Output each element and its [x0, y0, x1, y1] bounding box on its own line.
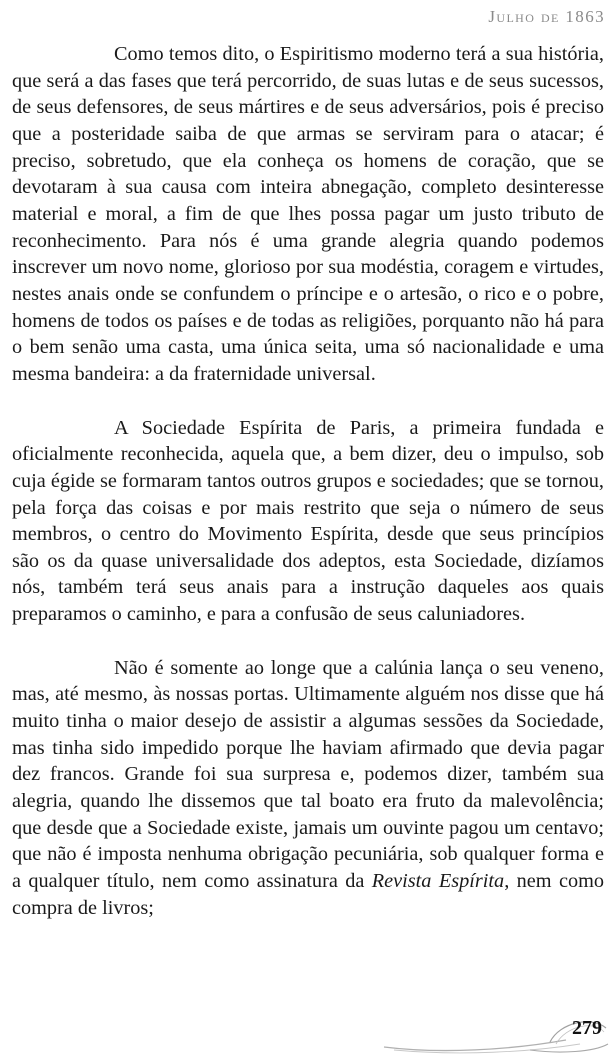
paragraph-3-tail: , nem como compra de livros;	[12, 870, 604, 919]
journal-title-italic: Revista Espírita	[371, 870, 505, 893]
running-header: Julho de 1863	[488, 7, 605, 26]
paragraph-3	[12, 655, 604, 922]
page-number: 279	[572, 1017, 602, 1039]
paragraph-1: Como temos dito, o Espiritismo moderno terá a sua história, que será a das fases que terá percorrido, de suas lutas e de seus sucessos, de seus defensores, de seus mártires e de seus adversários, pois é preciso que a posteridade saiba de que armas se serviram para o atacar; é preciso, sobretudo, que ela conheça os homens de coração, que se devotaram à sua causa com inteira abnegação, completo desinteresse material e moral, a fim de que lhes possa pagar um justo tributo de reconhecimento. Para nós é uma grande alegria quando podemos inscrever um novo nome, glorioso por sua modéstia, coragem e virtudes, nestes anais onde se confundem o príncipe e o artesão, o rico e o pobre, homens de todos os países e de todas as religiões, porquanto não há para o bem senão uma casta, uma única seita, uma só nacionalidade e uma mesma bandeira: a da fraternidade universal.	[12, 43, 604, 385]
paragraph-3-text: Não é somente ao longe que a calúnia lança o seu veneno, mas, até mesmo, às nossas portas. Ultimamente alguém nos disse que há muito tinha o maior desejo de assistir a algumas sessões da Sociedade, mas tinha sido impedido porque lhe haviam afirmado que devia pagar dez francos. Grande foi sua surpresa e, podemos dizer, também sua alegria, quando lhe dissemos que tal boato era fruto da malevolência; que desde que a Sociedade existe, jamais um ouvinte pagou um centavo; que não é imposta nenhuma obrigação pecuniária, sob qualquer forma e a qualquer título, nem como assinatura da	[12, 656, 604, 893]
paragraph-2: A Sociedade Espírita de Paris, a primeira fundada e oficialmente reconhecida, aquela que, a bem dizer, deu o impulso, sob cuja égide se formaram tantos outros grupos e sociedades; que se tornou, pela força das coisas e por mais restrito que seja o número de seus membros, o centro do Movimento Espírita, desde que seus princípios são os da quase universalidade dos adeptos, esta Sociedade, dizíamos nós, também terá seus anais para a instrução daqueles aos quais preparamos o caminho, e para a confusão de seus caluniadores.	[12, 416, 604, 626]
body-text	[12, 41, 604, 948]
